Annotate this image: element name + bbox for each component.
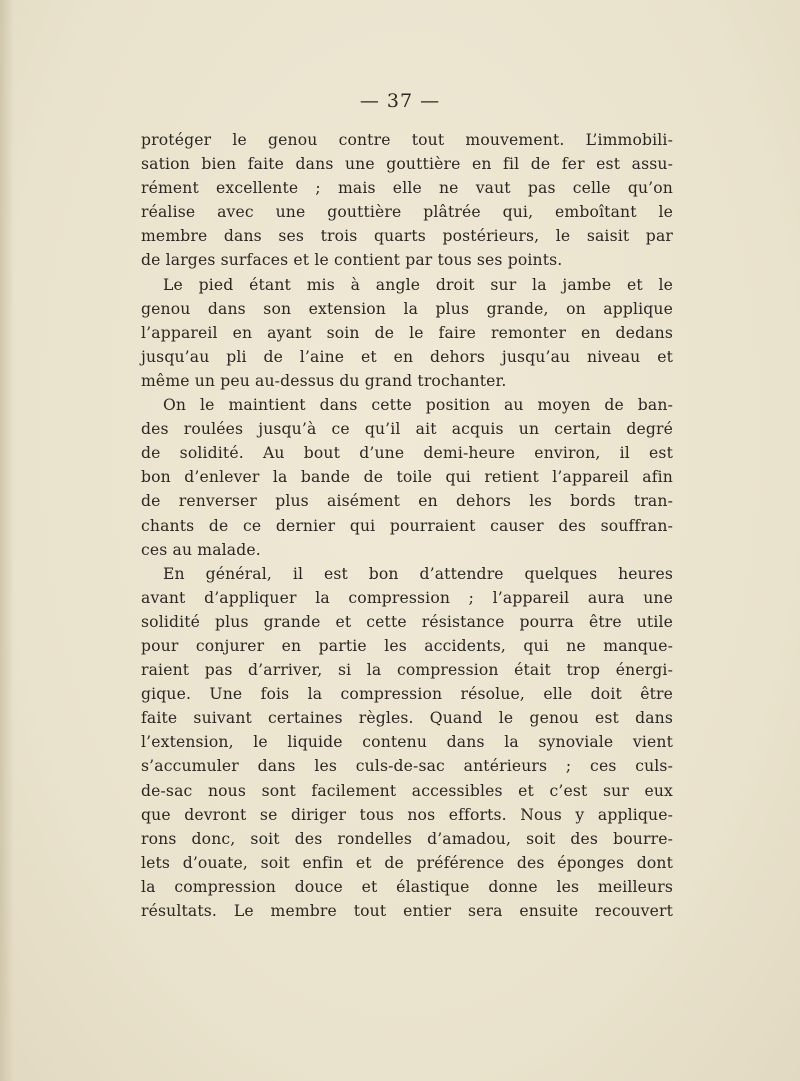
text-line: l’appareil en ayant soin de le faire remonter en dedans [141,323,673,342]
text-line: pour conjurer en partie les accidents, qui ne manque- [141,636,673,655]
text-line: protéger le genou contre tout mouvement. L’immobili- [141,131,673,149]
text-line: On le maintient dans cette position au moyen de ban- [163,396,673,415]
text-line: ces au malade. [141,540,261,559]
text-line: s’accumuler dans les culs-de-sac antérieurs ; ces culs- [141,757,673,776]
text-line: rément excellente ; mais elle ne vaut pas celle qu’on [141,179,673,198]
text-line: de renverser plus aisément en dehors les bords tran- [141,492,673,511]
text-line: avant d’appliquer la compression ; l’appareil aura une [141,588,673,607]
text-line: chants de ce dernier qui pourraient causer des souffran- [141,516,673,535]
text-line: sation bien faite dans une gouttière en fil de fer est assu- [141,155,673,174]
text-line: solidité plus grande et cette résistance pourra être utile [141,612,673,631]
text-line: résultats. Le membre tout entier sera ensuite recouvert [141,902,673,920]
text-line: lets d’ouate, soit enfin et de préférence des éponges dont [141,853,673,872]
text-line: la compression douce et élastique donne les meilleurs [141,877,673,896]
text-line: de larges surfaces et le contient par tous ses points. [141,251,563,270]
text-line: jusqu’au pli de l’aine et en dehors jusqu’au niveau et [141,347,673,366]
text-line: En général, il est bon d’attendre quelques heures [163,564,673,583]
text-line: membre dans ses trois quarts postérieurs, le saisit par [141,227,673,246]
text-line: raient pas d’arriver, si la compression était trop énergi- [141,661,673,680]
text-line: même un peu au-dessus du grand trochanter. [141,371,507,390]
text-line: réalise avec une gouttière plâtrée qui, emboîtant le [141,203,673,222]
body-text [141,128,673,923]
text-line: bon d’enlever la bande de toile qui retient l’appareil afin [141,468,673,487]
text-line: Le pied étant mis à angle droit sur la jambe et le [163,275,673,294]
text-line: l’extension, le liquide contenu dans la synoviale vient [141,733,673,752]
text-line: que devront se diriger tous nos efforts. Nous y applique- [141,805,673,824]
text-line: rons donc, soit des rondelles d’amadou, soit des bourre- [141,829,673,848]
text-line: genou dans son extension la plus grande, on applique [141,299,673,318]
page-number: — 37 — [359,90,441,112]
text-line: de-sac nous sont facilement accessibles et c’est sur eux [141,781,673,800]
text-line: des roulées jusqu’à ce qu’il ait acquis un certain degré [141,420,673,439]
text-line: de solidité. Au bout d’une demi-heure environ, il est [141,444,673,463]
text-line: gique. Une fois la compression résolue, elle doit être [141,685,673,704]
text-line: faite suivant certaines règles. Quand le genou est dans [141,709,673,728]
page-edge-shadow [0,0,14,1081]
